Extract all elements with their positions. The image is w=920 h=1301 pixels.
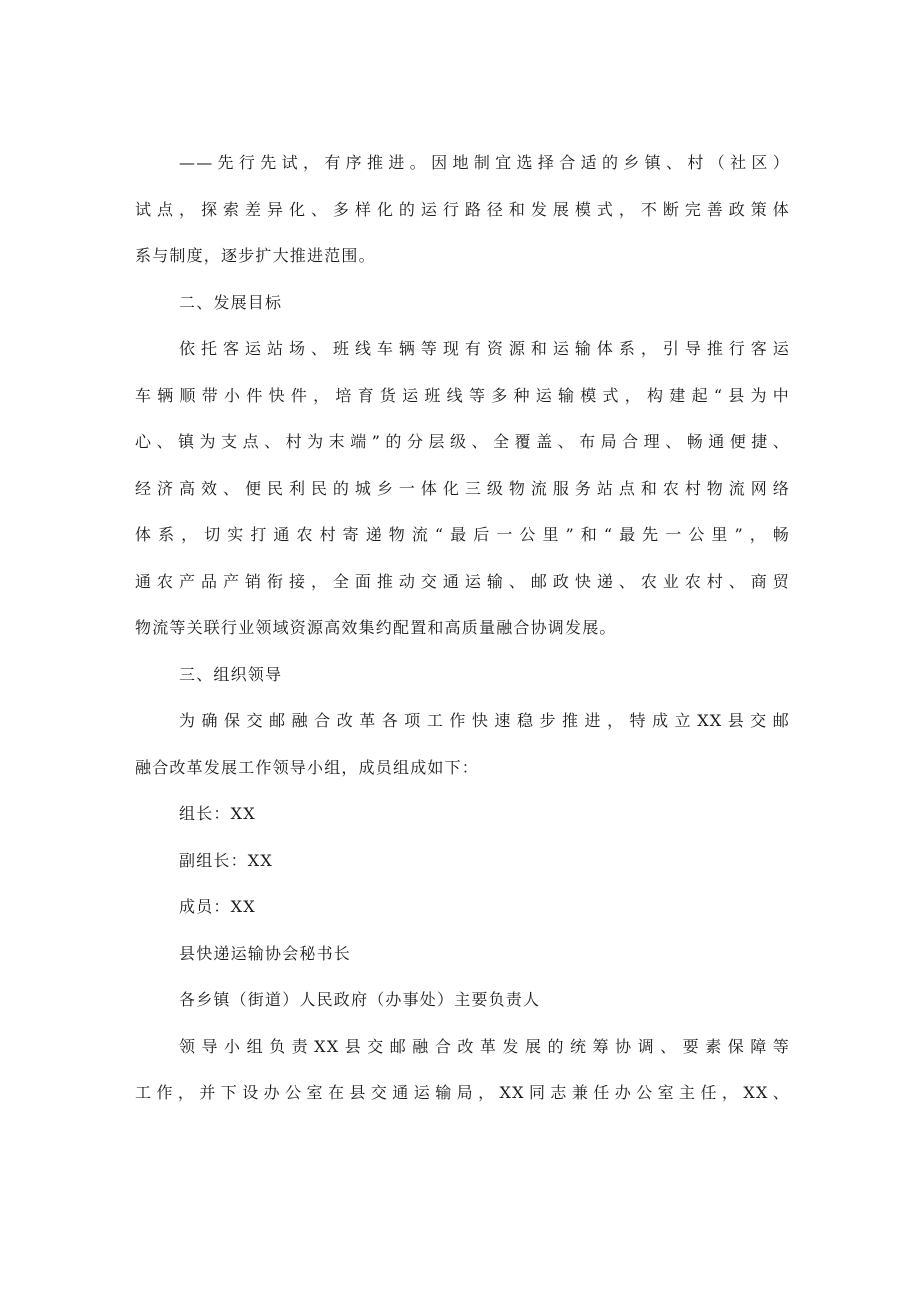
text-line: 心、镇为支点、村为末端”的分层级、全覆盖、布局合理、畅通便捷、: [135, 432, 790, 451]
text-line: 试点，探索差异化、多样化的运行路径和发展模式，不断完善政策体: [135, 199, 790, 219]
text-line: 通农产品产销衔接，全面推动交通运输、邮政快递、农业农村、商贸: [135, 571, 790, 591]
text-line: 依托客运站场、班线车辆等现有资源和运输体系，引导推行客运: [179, 339, 790, 358]
text-line: 融合改革发展工作领导小组，成员组成如下：: [135, 757, 480, 777]
text-line: 为确保交邮融合改革各项工作快速稳步推进，特成立XX县交邮: [179, 711, 790, 730]
section-heading: 二、发展目标: [179, 292, 283, 312]
text-line: 物流等关联行业领域资源高效集约配置和高质量融合协调发展。: [135, 618, 617, 637]
member-line: 组长：XX: [179, 804, 256, 823]
text-line: 系与制度，逐步扩大推进范围。: [135, 246, 376, 265]
text-line: 工作，并下设办公室在县交通运输局，XX同志兼任办公室主任，XX、: [135, 1083, 790, 1102]
text-line: 车辆顺带小件快件，培育货运班线等多种运输模式，构建起“县为中: [135, 385, 790, 405]
member-line: 各乡镇（街道）人民政府（办事处）主要负责人: [179, 990, 541, 1009]
text-line: 体系，切实打通农村寄递物流“最后一公里”和“最先一公里”，畅: [135, 525, 790, 544]
text-line: 领导小组负责XX县交邮融合改革发展的统筹协调、要素保障等: [179, 1036, 790, 1056]
document-body: [135, 150, 790, 1127]
text-line: 经济高效、便民利民的城乡一体化三级物流服务站点和农村物流网络: [135, 478, 790, 498]
text-line: ——先行先试，有序推进。因地制宜选择合适的乡镇、村（社区）: [179, 153, 790, 172]
member-line: 县快递运输协会秘书长: [179, 943, 352, 963]
member-line: 成员：XX: [179, 897, 256, 916]
section-heading: 三、组织领导: [179, 664, 283, 684]
member-line: 副组长：XX: [179, 850, 273, 870]
